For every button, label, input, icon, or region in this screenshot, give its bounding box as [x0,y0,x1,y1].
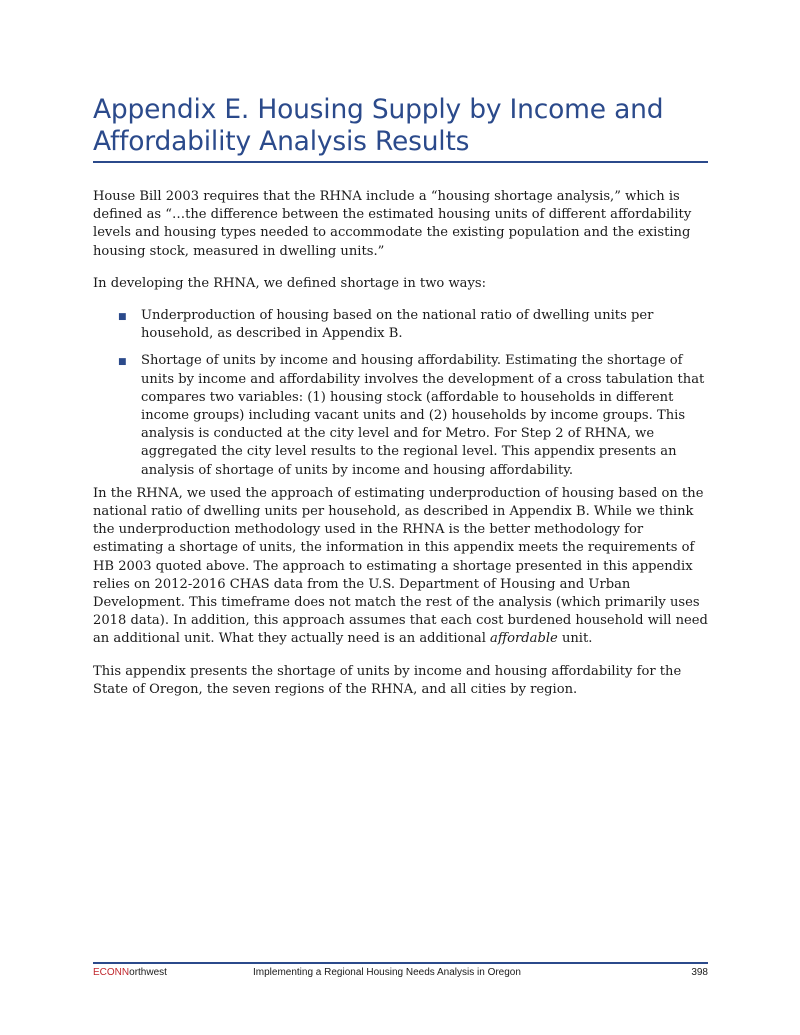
shortage-methods-list [93,307,708,480]
bullet-square-icon: ■ [118,357,127,368]
approach-text-end: unit. [557,631,593,647]
footer-title: Implementing a Regional Housing Needs Analysis in Oregon [253,967,521,978]
page-number: 398 [691,967,708,978]
list-item [118,307,708,343]
summary-paragraph: This appendix presents the shortage of units by income and housing affordability for the State of Oregon, the seven regions of the RHNA, and all cities by region. [93,663,682,697]
emphasis-affordable: affordable [490,631,558,647]
list-item-text: Shortage of units by income and housing affordability. Estimating the shortage of units by income and affordability involves the development of a cross tabulation that compares two variables: (1) housing stock (affordable to households in different income groups) including vacant units and (2) households by income groups. This analysis is conducted at the city level and for Metro. For Step 2 of RHNA, we aggregated the city level results to the regional level. This appendix presents an analysis of shortage of units by income and housing affordability. [141,353,705,478]
page-body [93,94,708,699]
brand-n: N [121,967,130,978]
page-title: Appendix E. Housing Supply by Income and Affordability Analysis Results [93,94,708,163]
list-item [118,352,708,479]
shortage-definition-paragraph: In developing the RHNA, we defined shortage in two ways: [93,275,486,291]
brand-econ: ECON [93,967,122,978]
list-item-text: Underproduction of housing based on the national ratio of dwelling units per household, as described in Appendix B. [141,308,654,342]
econorthwest-logo [93,967,167,978]
bullet-square-icon: ■ [118,312,127,323]
page-footer [93,962,708,980]
intro-paragraph: House Bill 2003 requires that the RHNA include a “housing shortage analysis,” which is defined as “…the difference between the estimated housing units of different affordability levels and housing types needed to accommodate the existing population and the existing housing stock, measured in dwelling units.” [93,189,692,259]
brand-northwest: orthwest [129,967,167,978]
approach-text: In the RHNA, we used the approach of estimating underproduction of housing based on the national ratio of dwelling units per household, as described in Appendix B. While we think the underproduction methodology used in the RHNA is the better methodology for estimating a shortage of units, the information in this appendix meets the requirements of HB 2003 quoted above. The approach to estimating a shortage presented in this appendix relies on 2012-2016 CHAS data from the U.S. Department of Housing and Urban Development. This timeframe does not match the rest of the analysis (which primarily uses 2018 data). In addition, this approach assumes that each cost burdened household will need an additional unit. What they actually need is an additional [93,485,708,647]
approach-paragraph [93,485,708,649]
